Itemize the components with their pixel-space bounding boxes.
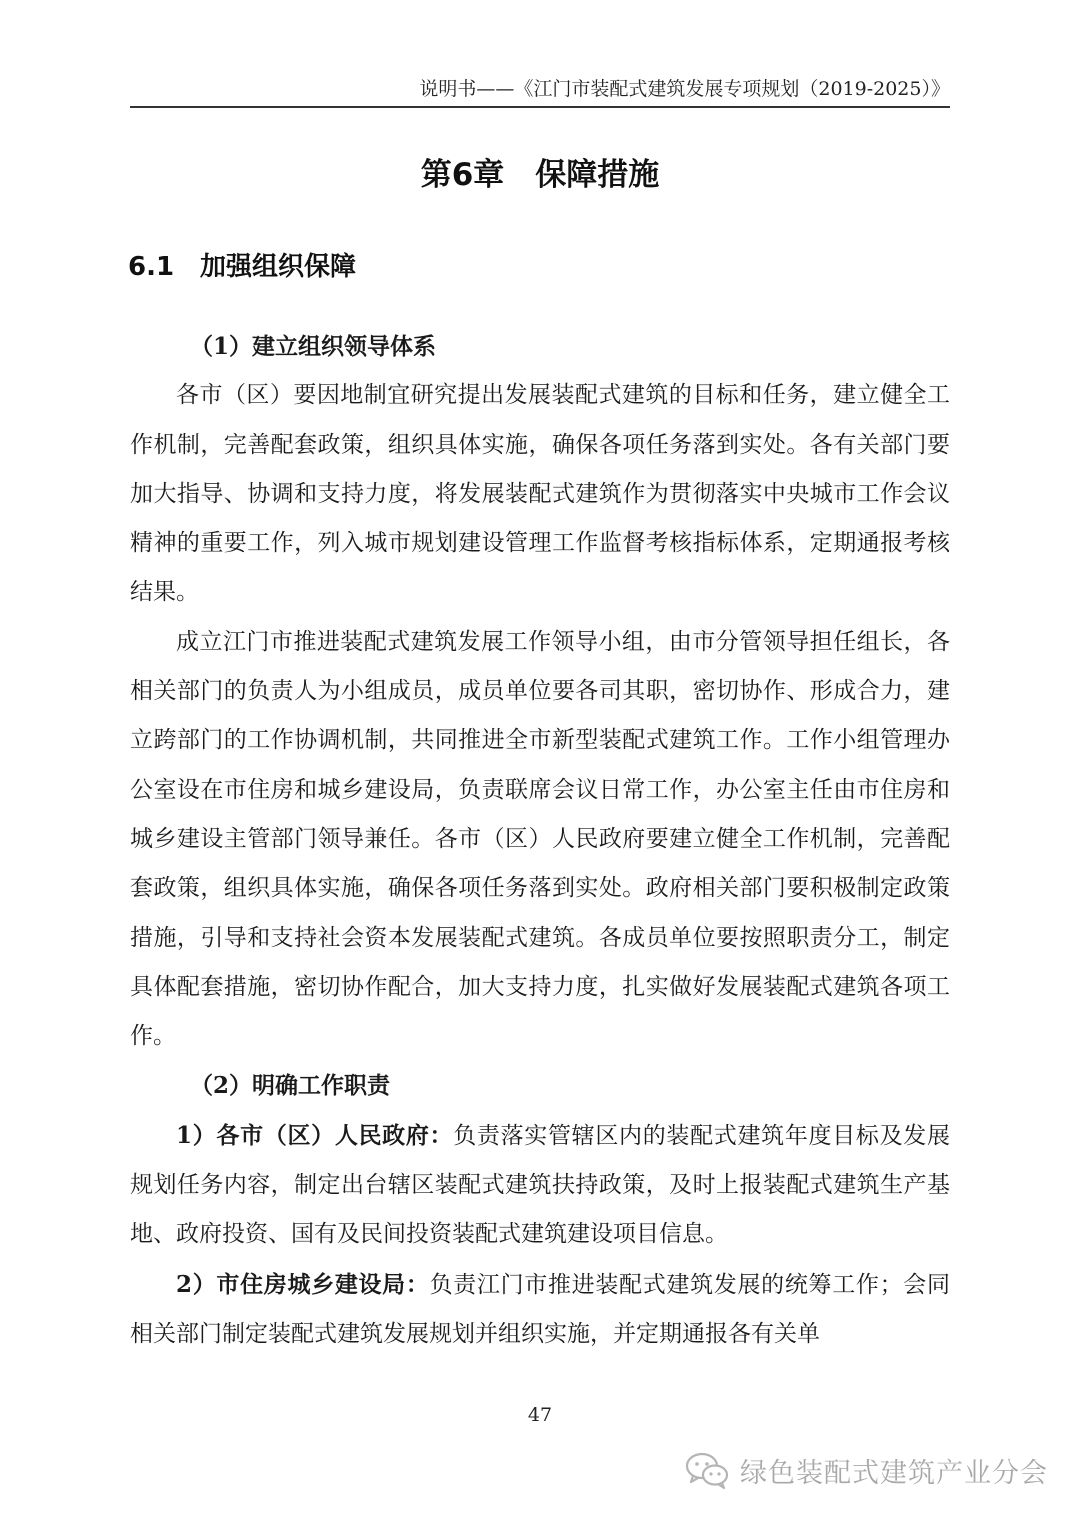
body-text (130, 322, 950, 1359)
paragraph-2: 成立江门市推进装配式建筑发展工作领导小组，由市分管领导担任组长，各相关部门的负责人为小组成员，成员单位要各司其职，密切协作、形成合力，建立跨部门的工作协调机制，共同推进全市新型装配式建筑工作。工作小组管理办公室设在市住房和城乡建设局，负责联席会议日常工作，办公室主任由市住房和城乡建设主管部门领导兼任。各市（区）人民政府要建立健全工作机制，完善配套政策，组织具体实施，确保各项任务落到实处。政府相关部门要积极制定政策措施，引导和支持社会资本发展装配式建筑。各成员单位要按照职责分工，制定具体配套措施，密切协作配合，加大支持力度，扎实做好发展装配式建筑各项工作。 (130, 628, 950, 1050)
duty-item-1-text: 负责落实管辖区内的装配式建筑年度目标及发展规划任务内容，制定出台辖区装配式建筑扶持政策，及时上报装配式建筑生产基地、政府投资、国有及民间投资装配式建筑建设项目信息。 (130, 1122, 950, 1248)
watermark-text: 绿色装配式建筑产业分会 (740, 1457, 1048, 1489)
duty-item-1 (130, 1111, 950, 1260)
section-title: 6.1 加强组织保障 (128, 252, 357, 282)
duty-item-2-label: 2）市住房城乡建设局： (176, 1270, 430, 1298)
page-number: 47 (527, 1404, 553, 1426)
chapter-title: 第6章 保障措施 (420, 157, 660, 193)
paragraph-1: 各市（区）要因地制宜研究提出发展装配式建筑的目标和任务，建立健全工作机制，完善配套政策，组织具体实施，确保各项任务落到实处。各有关部门要加大指导、协调和支持力度，将发展装配式建筑作为贯彻落实中央城市工作会议精神的重要工作，列入城市规划建设管理工作监督考核指标体系，定期通报考核结果。 (130, 382, 950, 606)
running-header (130, 76, 950, 108)
running-header-title: 说明书——《江门市装配式建筑发展专项规划（2019-2025）》 (419, 78, 950, 100)
duty-item-1-label: 1）各市（区）人民政府： (176, 1121, 454, 1149)
duty-item-2-text: 负责江门市推进装配式建筑发展的统筹工作；会同相关部门制定装配式建筑发展规划并组织实施，并定期通报各有关单 (130, 1271, 950, 1347)
watermark (684, 1450, 1048, 1490)
duty-item-2 (130, 1260, 950, 1360)
subsection-heading-2: （2）明确工作职责 (190, 1072, 391, 1100)
wechat-icon (684, 1450, 730, 1490)
subsection-heading-1: （1）建立组织领导体系 (190, 333, 437, 360)
